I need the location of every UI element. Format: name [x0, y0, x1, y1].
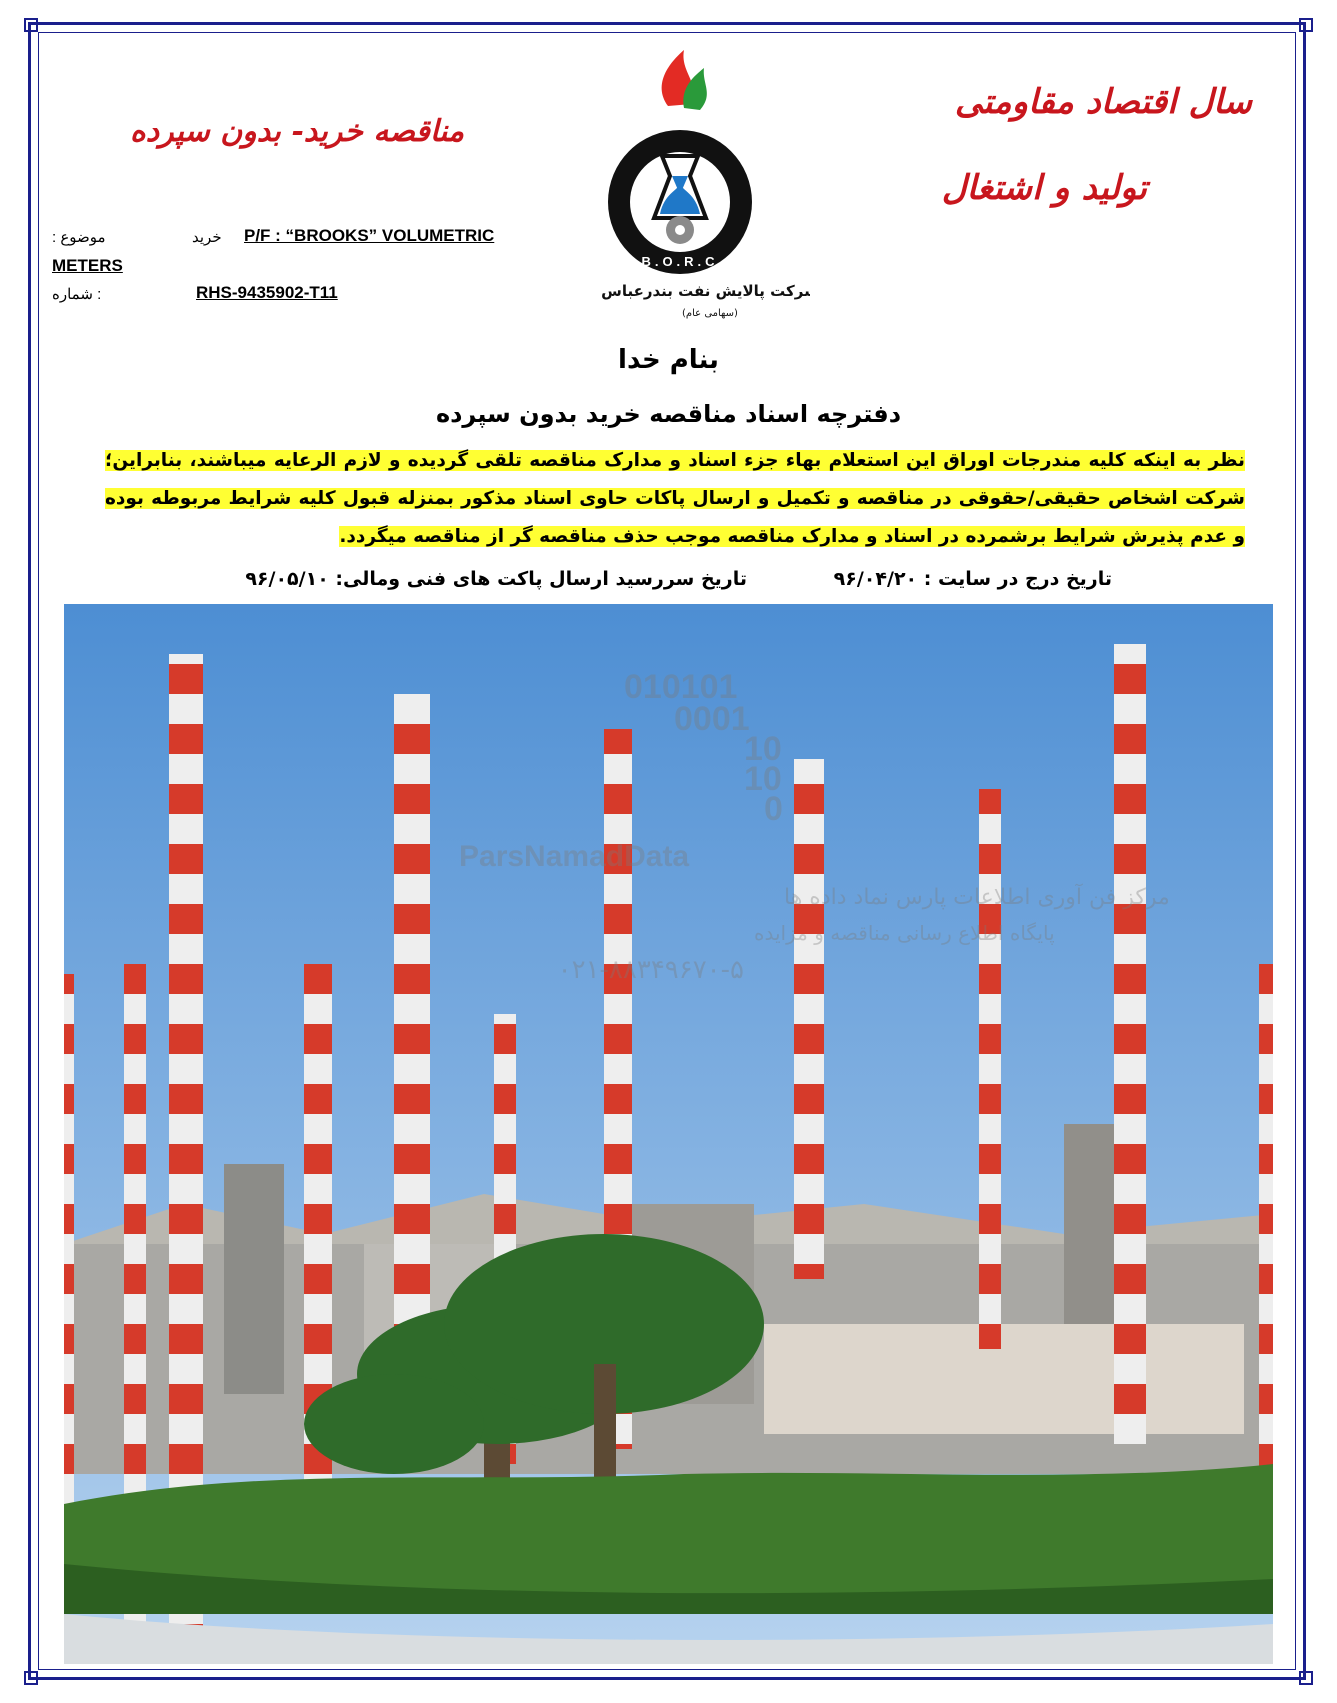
- logo-abbreviation: B.O.R.C: [641, 254, 719, 269]
- slogan-year-line2: تولید و اشتغال: [941, 168, 1147, 208]
- logo-company-type: (سهامی عام): [682, 308, 738, 319]
- watermark-binary-1: 010101: [624, 668, 738, 706]
- document-title: دفترچه اسناد مناقصه خرید بدون سپرده: [435, 400, 902, 428]
- refinery-photo: [64, 604, 1273, 1664]
- deadline-date: [245, 568, 747, 590]
- subject-label: موضوع :: [52, 229, 106, 246]
- watermark-binary-4: 10: [744, 760, 782, 798]
- frame-corner-tl: [24, 18, 38, 32]
- frame-corner-br: [1299, 1671, 1313, 1685]
- posted-date-label: تاریخ درج در سایت :: [923, 568, 1112, 590]
- watermark-line2: پایگاه اطلاع رسانی مناقصه و مزایده: [754, 921, 1055, 945]
- subject-value-line2: METERS: [52, 256, 123, 275]
- deadline-date-value: ۹۶/۰۵/۱۰: [245, 568, 329, 590]
- number-label: : شماره: [52, 286, 102, 303]
- deadline-date-label: تاریخ سررسید ارسال پاکت های فنی ومالی:: [335, 568, 747, 590]
- company-logo: [560, 44, 810, 324]
- posted-date-value: ۹۶/۰۴/۲۰: [833, 568, 918, 590]
- notice-paragraph-text: نظر به اینکه کلیه مندرجات اوراق این استعلام بهاء جزء اسناد و مدارک مناقصه تلقی گردیده و لازم الرعایه میباشند، بنابراین؛ شرکت اشخاص حقیقی/حقوقی در مناقصه و تکمیل و ارسال پاکات حاوی اسناد مذکور بمنزله قبول کلیه شرایط مربوطه بوده و عدم پذیرش شرایط برشمرده در اسناد و مدارک مناقصه موجب حذف مناقصه گر از مناقصه میگردد.: [105, 450, 1245, 547]
- number-value: RHS-9435902-T11: [196, 283, 338, 302]
- subject-value-line1: P/F : “BROOKS” VOLUMETRIC: [244, 226, 495, 245]
- watermark-line1: مرکز فن آوری اطلاعات پارس نماد داده ها: [784, 885, 1170, 910]
- subject-prefix: خرید: [192, 229, 222, 246]
- watermark-binary-2: 0001: [674, 700, 750, 738]
- notice-paragraph: [105, 442, 1245, 556]
- frame-corner-tr: [1299, 18, 1313, 32]
- slogan-year-line1: سال اقتصاد مقاومتی: [954, 82, 1252, 122]
- posted-date: [834, 568, 1112, 590]
- watermark-phone: ۰۲۱-۸۸۳۴۹۶۷۰-۵: [557, 955, 744, 985]
- basmala-heading: بنام خدا: [618, 345, 719, 375]
- logo-company-name: شرکت پالایش نفت بندرعباس: [601, 282, 810, 300]
- watermark-brand: ParsNamadData: [459, 840, 690, 873]
- tender-type-title: مناقصه خرید- بدون سپرده: [130, 114, 465, 149]
- frame-corner-bl: [24, 1671, 38, 1685]
- watermark-binary-5: 0: [764, 790, 783, 828]
- watermark-binary-3: 10: [744, 730, 782, 768]
